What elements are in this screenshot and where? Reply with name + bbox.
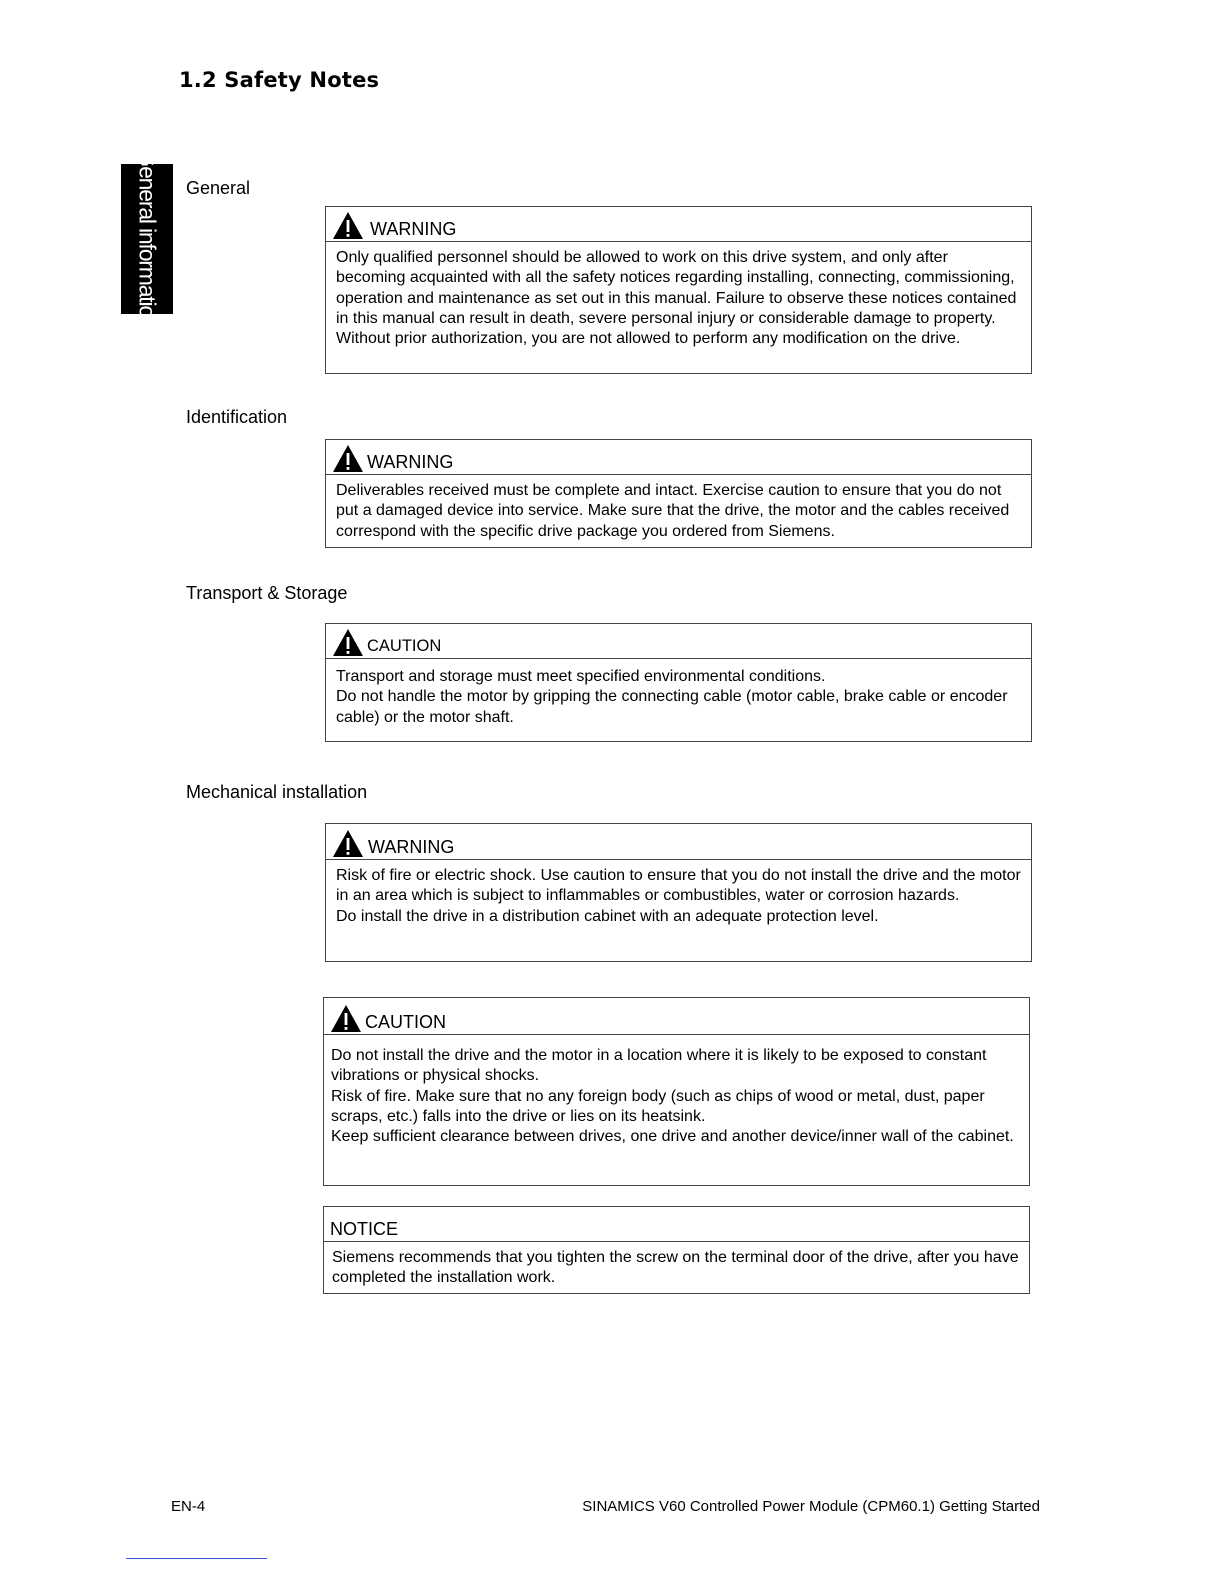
box-label: CAUTION — [367, 637, 442, 655]
box-paragraph: Only qualified personnel should be allowed to work on this drive system, and only after becoming acquainted with all the safety notices regarding installing, connecting, commissioning, operation and maintenance as set out in this manual. Failure to observe these notices contained in this manual can result in death, severe personal injury or considerable damage to property. Without prior authorization, you are not allowed to perform any modification on the drive. — [336, 249, 1017, 348]
box-body — [326, 242, 1031, 355]
caution-box-transport — [325, 623, 1032, 742]
box-label: WARNING — [368, 837, 455, 857]
box-body — [324, 1035, 1029, 1153]
box-paragraph: Risk of fire. Make sure that no any foreign body (such as chips of wood or metal, dust, paper scraps, etc.) falls into the drive or lies on its heatsink. — [331, 1087, 985, 1125]
section-heading-transport: Transport & Storage — [186, 583, 348, 603]
box-header — [326, 624, 1031, 659]
warning-triangle-icon — [332, 444, 364, 473]
warning-box-general — [325, 206, 1032, 374]
box-header — [324, 1207, 1029, 1242]
warning-box-mechanical — [325, 823, 1032, 962]
box-body — [326, 659, 1031, 734]
box-header — [326, 440, 1031, 475]
footer-page-number: EN-4 — [171, 1498, 206, 1515]
box-paragraph: Do not handle the motor by gripping the connecting cable (motor cable, brake cable or encoder cable) or the motor shaft. — [336, 688, 1008, 726]
box-label: CAUTION — [365, 1012, 446, 1032]
footer-rule — [126, 1558, 267, 1559]
box-paragraph: Do install the drive in a distribution cabinet with an adequate protection level. — [336, 907, 879, 925]
footer-document-title: SINAMICS V60 Controlled Power Module (CPM60.1) Getting Started — [582, 1498, 1040, 1515]
box-header — [324, 998, 1029, 1035]
box-paragraph: Do not install the drive and the motor in a location where it is likely to be exposed to constant vibrations or physical shocks. — [331, 1047, 987, 1085]
warning-triangle-icon — [330, 1004, 362, 1033]
side-tab — [121, 149, 173, 329]
box-label: WARNING — [367, 452, 454, 472]
box-body — [326, 860, 1031, 933]
section-heading-mechanical: Mechanical installation — [186, 782, 368, 802]
box-paragraph: Risk of fire or electric shock. Use caution to ensure that you do not install the drive and the motor in an area which is subject to inflammables or combustibles, water or corrosion hazards. — [336, 867, 1021, 905]
box-paragraph: Keep sufficient clearance between drives, one drive and another device/inner wall of the cabinet. — [331, 1128, 1014, 1146]
box-body — [324, 1242, 1029, 1295]
box-label: NOTICE — [330, 1219, 399, 1239]
warning-triangle-icon — [332, 211, 364, 240]
box-paragraph: Transport and storage must meet specified environmental conditions. — [336, 668, 826, 685]
box-body — [326, 475, 1031, 548]
caution-box-mechanical — [323, 997, 1030, 1186]
section-heading-general: General — [186, 178, 251, 198]
box-paragraph: Deliverables received must be complete and intact. Exercise caution to ensure that you do not put a damaged device into service. Make sure that the drive, the motor and the cables received correspond with the specific drive package you ordered from Siemens. — [336, 482, 1010, 540]
box-paragraph: Siemens recommends that you tighten the screw on the terminal door of the drive, after you have completed the installation work. — [332, 1249, 1019, 1287]
section-heading-identification: Identification — [186, 407, 288, 427]
box-header — [326, 824, 1031, 860]
page-title: 1.2 Safety Notes — [179, 68, 380, 92]
notice-box-mechanical — [323, 1206, 1030, 1294]
side-tab-label: General information — [134, 149, 161, 329]
box-header — [326, 207, 1031, 242]
box-label: WARNING — [370, 219, 457, 239]
warning-box-identification — [325, 439, 1032, 548]
warning-triangle-icon — [332, 829, 364, 858]
warning-triangle-icon — [332, 628, 364, 657]
